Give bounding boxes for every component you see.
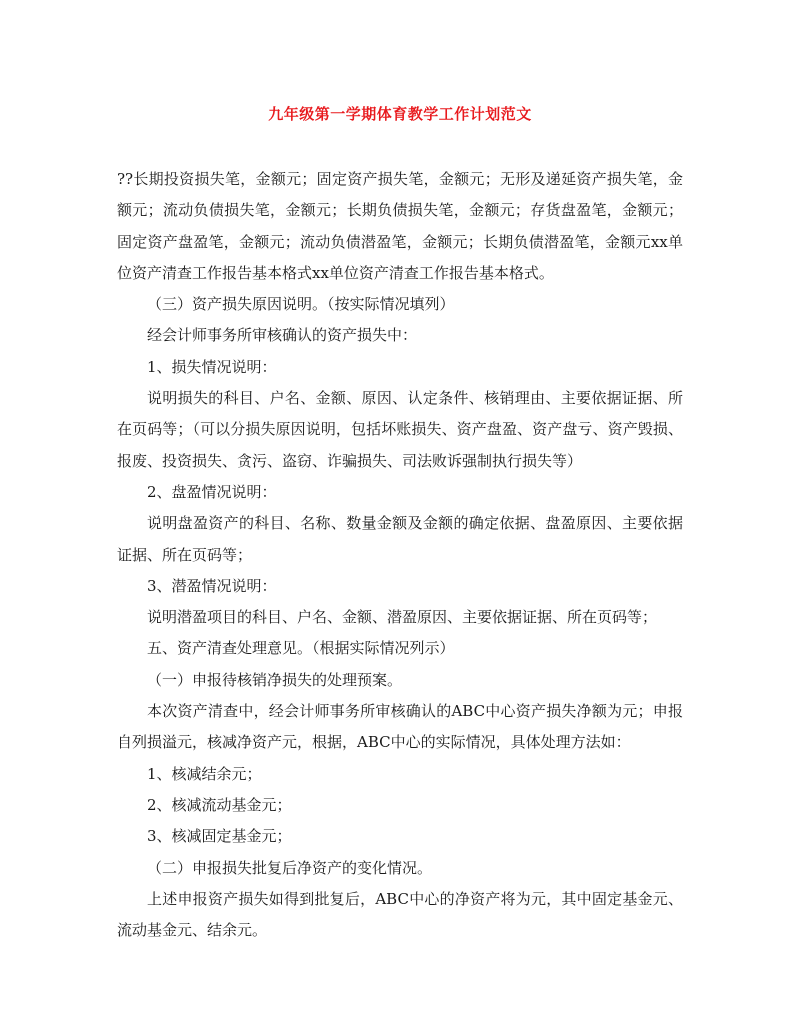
paragraph-audit-confirmed: 经会计师事务所审核确认的资产损失中： xyxy=(147,326,418,345)
paragraph-subsection-one-heading: （一）申报待核销净损失的处理预案。 xyxy=(147,670,403,689)
document-title: 九年级第一学期体育教学工作计划范文 xyxy=(268,105,532,123)
paragraph-loss-description: 说明损失的科目、户名、金额、原因、认定条件、核销理由、主要依据证据、所在页码等；（可以分损失原因说明，包括坏账损失、资产盘盈、资产盘亏、资产毁损、报废、投资损失、贪污、盗窃、诈骗损失、司法败诉强制执行损失等） xyxy=(117,389,683,470)
paragraph-reduce-surplus: 1、核减结余元； xyxy=(147,764,262,783)
paragraph-asset-loss-summary: ??长期投资损失笔，金额元；固定资产损失笔，金额元；无形及递延资产损失笔，金额元；流动负债损失笔，金额元；长期负债损失笔，金额元；存货盘盈笔，金额元；固定资产盘盈笔，金额元；流动负债潜盈笔，金额元；长期负债潜盈笔，金额元xx单位资产清查工作报告基本格式xx单位资产清查工作报告基本格式。 xyxy=(117,170,683,282)
paragraph-loss-reason-heading: （三）资产损失原因说明。（按实际情况填列） xyxy=(147,295,455,314)
paragraph-latent-surplus-description: 说明潜盈项目的科目、户名、金额、潜盈原因、主要依据证据、所在页码等； xyxy=(147,608,658,627)
paragraph-loss-description-heading: 1、损失情况说明： xyxy=(147,357,277,376)
document-body xyxy=(117,164,683,946)
paragraph-section-five-heading: 五、资产清查处理意见。（根据实际情况列示） xyxy=(147,639,455,658)
paragraph-reduce-current-fund: 2、核减流动基金元； xyxy=(147,795,292,814)
paragraph-surplus-heading: 2、盘盈情况说明： xyxy=(147,482,277,501)
paragraph-latent-surplus-heading: 3、潜盈情况说明： xyxy=(147,576,277,595)
paragraph-surplus-description: 说明盘盈资产的科目、名称、数量金额及金额的确定依据、盘盈原因、主要依据证据、所在页码等； xyxy=(117,514,683,564)
paragraph-subsection-two-heading: （二）申报损失批复后净资产的变化情况。 xyxy=(147,858,433,877)
paragraph-reduce-fixed-fund: 3、核减固定基金元； xyxy=(147,827,292,846)
paragraph-net-loss-details: 本次资产清查中，经会计师事务所审核确认的ABC中心资产损失净额为元；申报自列损溢元，核减净资产元，根据，ABC中心的实际情况，具体处理方法如： xyxy=(117,702,683,752)
paragraph-net-assets-change: 上述申报资产损失如得到批复后，ABC中心的净资产将为元，其中固定基金元、流动基金元、结余元。 xyxy=(117,889,683,940)
